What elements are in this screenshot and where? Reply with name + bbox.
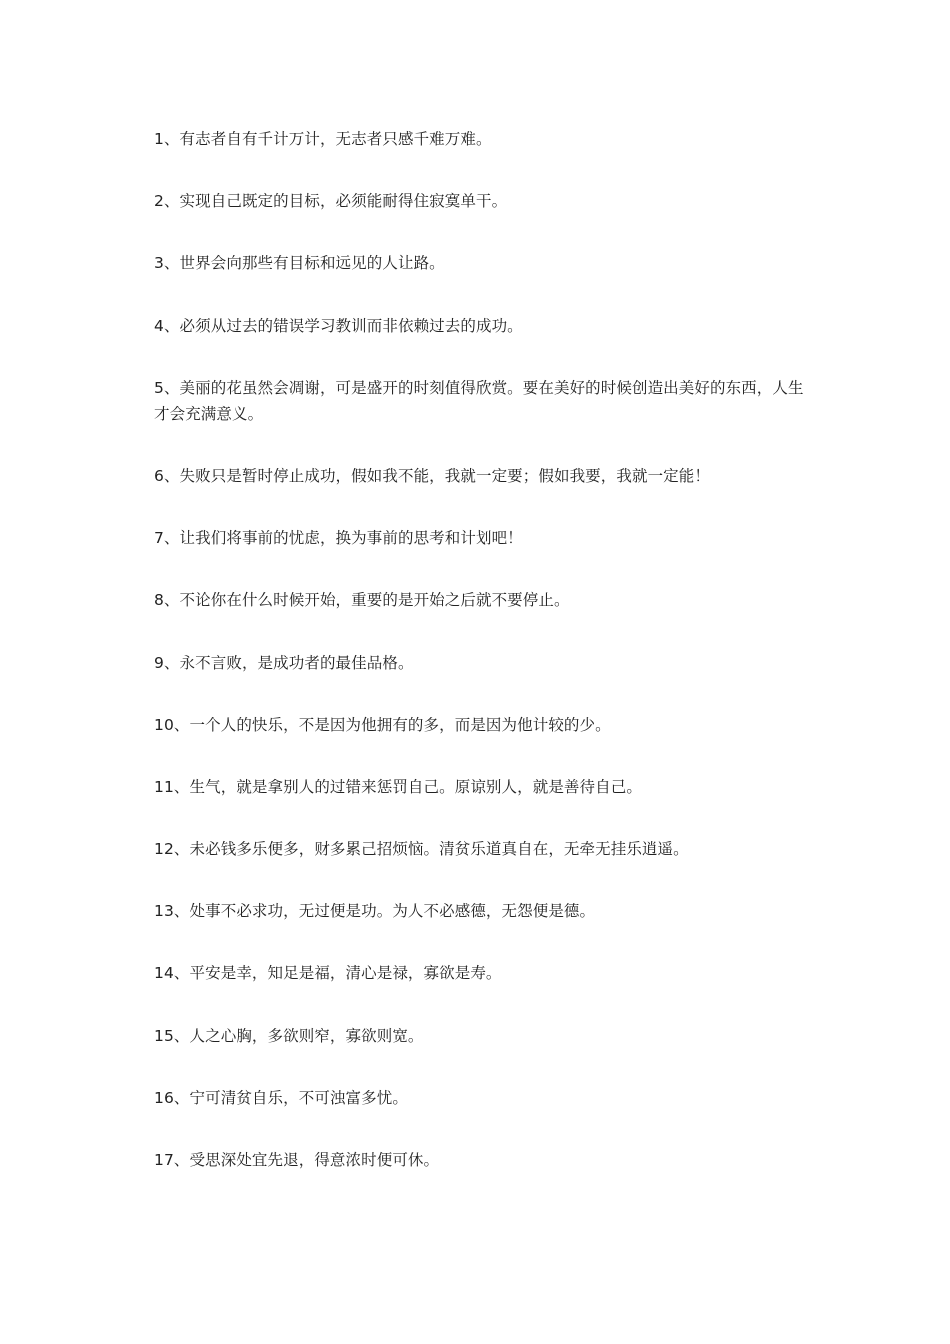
quote-item-14: 14、平安是幸，知足是福，清心是禄，寡欲是寿。 [154,964,502,983]
quote-item-7: 7、让我们将事前的忧虑，换为事前的思考和计划吧！ [154,529,523,548]
quote-item-17: 17、受思深处宜先退，得意浓时便可休。 [154,1151,440,1169]
quote-item-16: 16、宁可清贫自乐，不可浊富多忧。 [154,1088,408,1107]
quote-item-12: 12、未必钱多乐便多，财多累己招烦恼。清贫乐道真自在，无牵无挂乐逍遥。 [154,840,689,859]
quote-item-5: 5、美丽的花虽然会凋谢，可是盛开的时刻值得欣赏。要在美好的时候创造出美好的东西，人生才会充满意义。 [154,378,804,423]
quote-item-15: 15、人之心胸，多欲则窄，寡欲则宽。 [154,1026,424,1045]
quote-item-6: 6、失败只是暂时停止成功，假如我不能，我就一定要；假如我要，我就一定能！ [154,466,710,485]
quote-item-2: 2、实现自己既定的目标，必须能耐得住寂寞单干。 [154,192,508,211]
quote-item-13: 13、处事不必求功，无过便是功。为人不必感德，无怨便是德。 [154,902,596,921]
quote-item-4: 4、必须从过去的错误学习教训而非依赖过去的成功。 [154,316,523,335]
quote-item-3: 3、世界会向那些有目标和远见的人让路。 [154,254,445,273]
quote-item-9: 9、永不言败，是成功者的最佳品格。 [154,653,414,672]
quote-list [154,126,804,1209]
quote-item-8: 8、不论你在什么时候开始，重要的是开始之后就不要停止。 [154,591,570,610]
quote-item-1: 1、有志者自有千计万计，无志者只感千难万难。 [154,130,492,148]
quote-item-10: 10、一个人的快乐，不是因为他拥有的多，而是因为他计较的少。 [154,715,611,734]
quote-item-11: 11、生气，就是拿别人的过错来惩罚自己。原谅别人，就是善待自己。 [154,777,642,796]
